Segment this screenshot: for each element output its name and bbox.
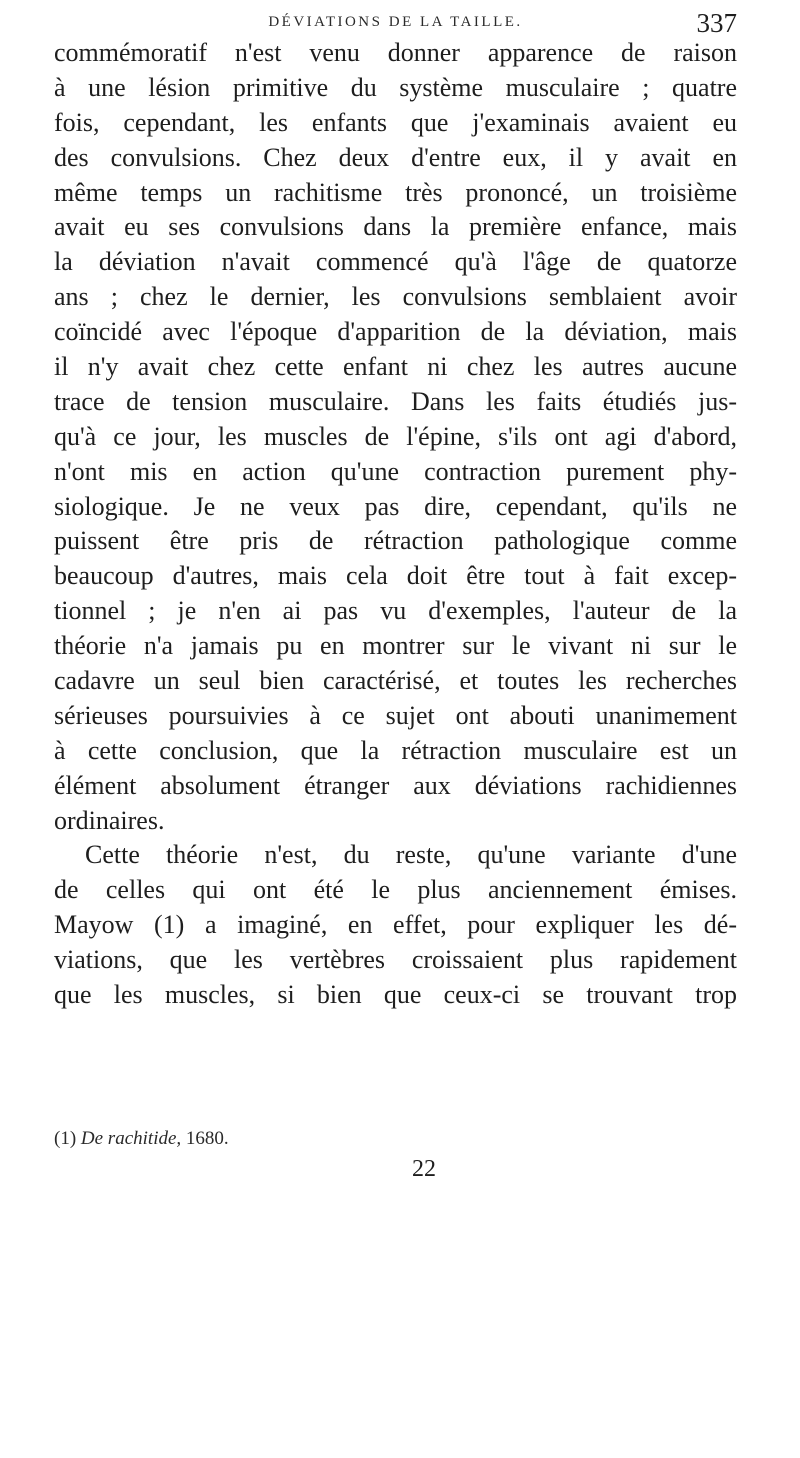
body-text [54,36,737,1013]
text-line: Mayow (1) a imaginé, en effet, pour expliquer les dé- [54,910,737,940]
text-line: de celles qui ont été le plus anciennement émises. [54,875,737,905]
text-line: la déviation n'avait commencé qu'à l'âge de quatorze [54,247,737,277]
text-line: que les muscles, si bien que ceux-ci se trouvant trop [54,980,737,1010]
footnote-title: De rachitide, [80,1128,182,1149]
text-line: tionnel ; je n'en ai pas vu d'exemples, l'auteur de la [54,596,737,626]
footnote-year: 1680. [185,1128,229,1149]
footnote [54,1128,229,1150]
running-header [54,8,737,38]
text-line: théorie n'a jamais pu en montrer sur le vivant ni sur le [54,631,737,661]
page-number: 337 [696,8,737,38]
text-line: à cette conclusion, que la rétraction musculaire est un [54,735,737,765]
text-line: coïncidé avec l'époque d'apparition de la déviation, mais [54,317,737,347]
text-line: à une lésion primitive du système musculaire ; quatre [54,72,737,102]
text-line: sérieuses poursuivies à ce sujet ont abouti unanimement [54,700,737,730]
text-line: qu'à ce jour, les muscles de l'épine, s'ils ont agi d'abord, [54,421,737,451]
text-line: commémoratif n'est venu donner apparence de raison [54,38,737,67]
text-line: cadavre un seul bien caractérisé, et toutes les recherches [54,666,737,696]
text-line: siologique. Je ne veux pas dire, cependant, qu'ils ne [54,491,737,521]
text-line: il n'y avait chez cette enfant ni chez les autres aucune [54,352,737,382]
text-line: trace de tension musculaire. Dans les faits étudiés jus- [54,386,737,416]
text-line: beaucoup d'autres, mais cela doit être tout à fait excep- [54,561,737,591]
text-line: élément absolument étranger aux déviations rachidiennes [54,770,737,800]
text-line: des convulsions. Chez deux d'entre eux, il y avait en [54,142,737,172]
text-line: puissent être pris de rétraction pathologique comme [54,526,737,556]
text-line: n'ont mis en action qu'une contraction purement phy- [54,456,737,486]
text-line: ans ; chez le dernier, les convulsions semblaient avoir [54,282,737,312]
text-line: ordinaires. [54,805,165,835]
text-line: viations, que les vertèbres croissaient plus rapidement [54,945,737,975]
text-line: Cette théorie n'est, du reste, qu'une variante d'une [85,840,737,870]
footnote-marker: (1) [54,1128,77,1149]
signature-mark: 22 [412,1156,436,1182]
text-line: fois, cependant, les enfants que j'examinais avaient eu [54,107,737,137]
text-line: même temps un rachitisme très prononcé, un troisième [54,177,737,207]
text-line: avait eu ses convulsions dans la première enfance, mais [54,212,737,242]
running-title: DÉVIATIONS DE LA TAILLE. [268,14,523,30]
